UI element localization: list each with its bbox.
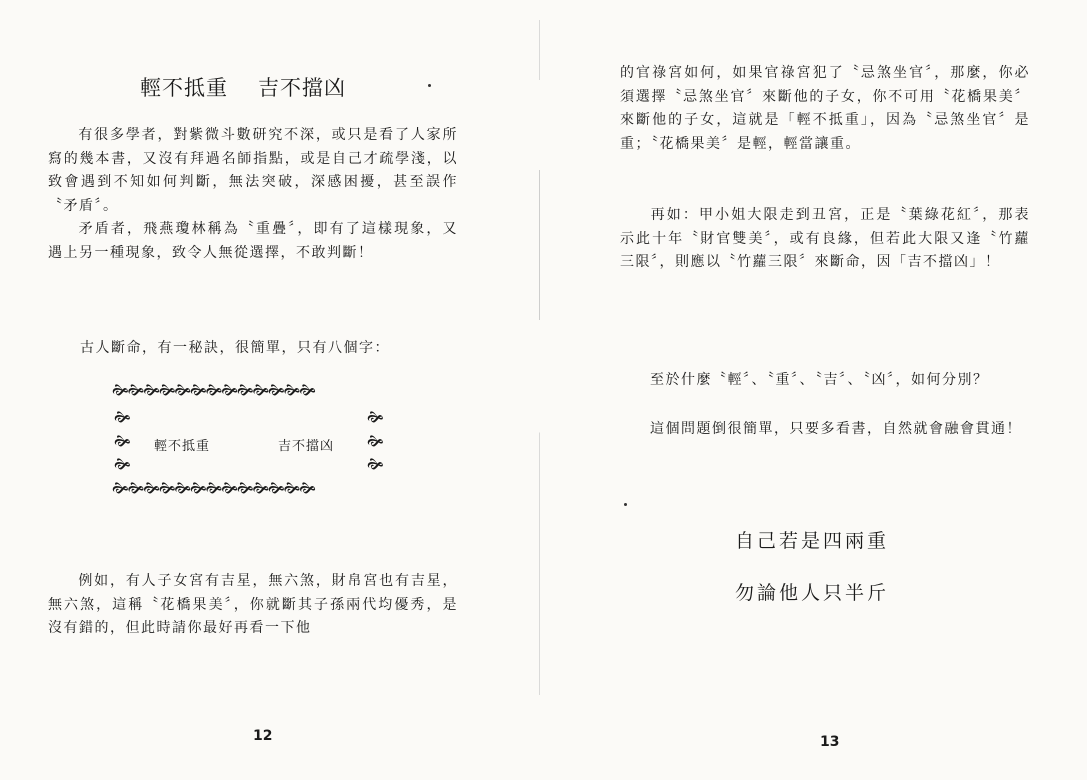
right-paragraph-3: 至於什麼〝輕〞、〝重〞、〝吉〞、〝凶〞，如何分別？ bbox=[650, 372, 989, 388]
title-part-1: 輕不抵重 bbox=[140, 76, 228, 100]
left-paragraph-4: 例如，有人子女宮有吉星，無六煞，財帛宮也有吉星，無六煞，這稱〝花橋果美〞，你就斷其子孫兩代均優秀，是沒有錯的，但此時請你最好再看一下他 bbox=[48, 573, 458, 636]
page-number-right: 13 bbox=[820, 734, 840, 750]
motto-1: 輕不抵重 bbox=[154, 439, 211, 454]
right-paragraph-4: 這個問題倒很簡單，只要多看書，自然就會融會貫通！ bbox=[650, 421, 1022, 437]
ornament-icon: 🙞 bbox=[114, 455, 131, 473]
page-number-left: 12 bbox=[253, 728, 273, 744]
left-paragraph-1: 有很多學者，對紫微斗數研究不深，或只是看了人家所寫的幾本書，又沒有拜過名師指點，或是自己才疏學淺，以致會遇到不知如何判斷，無法突破，深感困擾，甚至誤作〝矛盾〞。 bbox=[48, 127, 458, 214]
right-paragraph-2: 再如：甲小姐大限走到丑宮，正是〝葉綠花紅〞，那表示此十年〝財官雙美〞，或有良緣，但若此大限又逢〝竹蘿三限〞，則應以〝竹蘿三限〞來斷命，因「吉不擋凶」！ bbox=[620, 207, 1030, 270]
poem-line-2: 勿論他人只半斤 bbox=[735, 582, 890, 604]
title-part-2: 吉不擋凶 bbox=[258, 76, 346, 100]
ornament-border-top: 🙞🙞🙞🙞🙞🙞🙞🙞🙞🙞🙞🙞🙞 bbox=[112, 381, 315, 399]
left-page bbox=[0, 0, 540, 780]
right-paragraph-1: 的官祿宮如何，如果官祿宮犯了〝忌煞坐官〞，那麼，你必須選擇〝忌煞坐官〞來斷他的子女，你不可用〝花橋果美〞來斷他的子女，這就是「輕不抵重」，因為〝忌煞坐官〞是重；〝花橋果美〞是輕，輕當讓重。 bbox=[620, 65, 1030, 152]
page-title bbox=[140, 72, 346, 102]
ornament-icon: 🙞 bbox=[114, 432, 131, 450]
ornament-icon: 🙞 bbox=[367, 432, 384, 450]
scan-speck bbox=[624, 503, 627, 506]
scan-speck bbox=[428, 84, 431, 87]
poem-line-1: 自己若是四兩重 bbox=[735, 530, 890, 552]
ornament-icon: 🙞 bbox=[367, 455, 384, 473]
motto-box bbox=[112, 380, 387, 500]
motto-2: 吉不擋凶 bbox=[278, 439, 335, 454]
ornament-icon: 🙞 bbox=[114, 408, 131, 426]
ornament-icon: 🙞 bbox=[367, 408, 384, 426]
ornament-border-bottom: 🙞🙞🙞🙞🙞🙞🙞🙞🙞🙞🙞🙞🙞 bbox=[112, 479, 315, 497]
left-paragraph-3: 古人斷命，有一秘訣，很簡單，只有八個字： bbox=[80, 340, 390, 356]
left-paragraph-2: 矛盾者，飛燕瓊林稱為〝重疊〞，即有了這樣現象，又遇上另一種現象，致令人無從選擇，不敢判斷！ bbox=[48, 221, 458, 261]
